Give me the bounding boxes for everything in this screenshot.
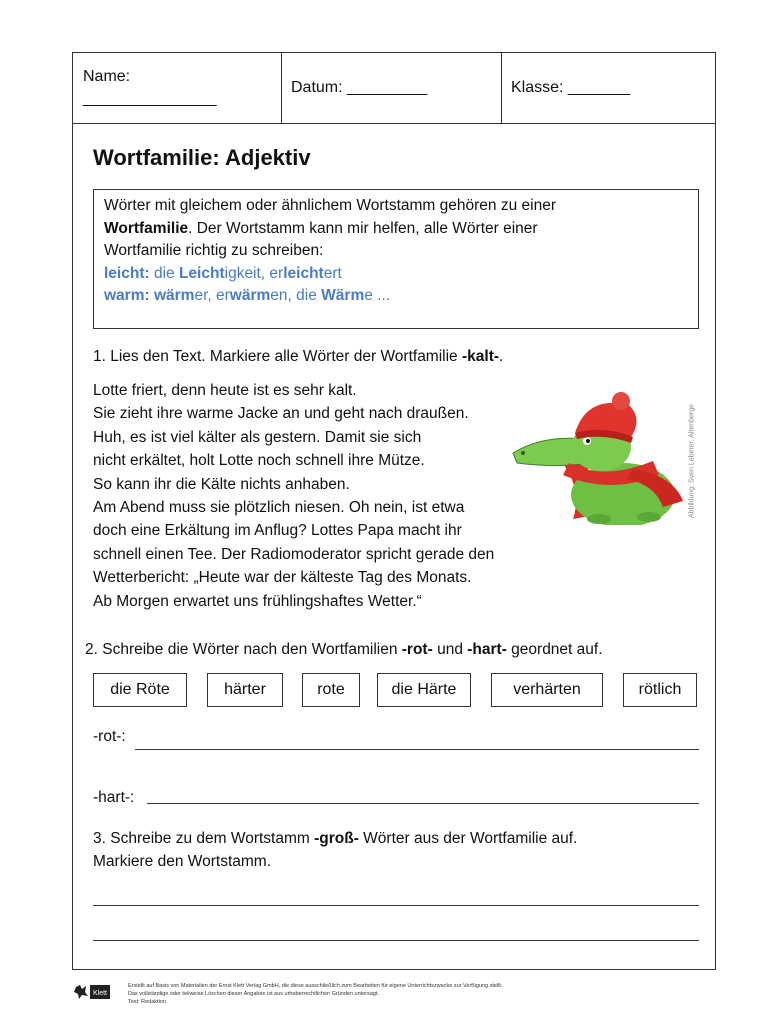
header-row <box>73 53 715 124</box>
word-box[interactable]: rötlich <box>623 673 697 707</box>
crocodile-illustration <box>503 391 685 525</box>
gross-writing-line-2[interactable] <box>93 940 699 941</box>
footer <box>72 970 716 1020</box>
word-box[interactable]: die Röte <box>93 673 187 707</box>
story-text <box>93 379 494 613</box>
story-line: schnell einen Tee. Der Radiomoderator spricht gerade den <box>93 545 495 563</box>
story-line: doch eine Erkältung im Anflug? Lottes Papa macht ihr <box>93 522 462 540</box>
story-line: Am Abend muss sie plötzlich niesen. Oh nein, ist etwa <box>93 499 465 517</box>
image-credit: Abbildung: Sven Leberer, Altenberge <box>688 403 696 519</box>
example-leicht: leicht: die Leichtigkeit, erleichtert <box>104 264 342 282</box>
svg-text:Klett: Klett <box>92 990 108 997</box>
rot-writing-line[interactable] <box>135 749 699 750</box>
name-blank: _______________ <box>83 90 217 107</box>
footer-text: Erstellt auf Basis von Materialien der Ernst Klett Verlag GmbH, die diese ausschließlich zum Bearbeiten für eigene Unterrichtszwecke zur Verfügung stellt. Das vollständige oder teilweise Löschen dieser Angaben ist aus urheberrechtlichen Gründen untersagt. Text: Redaktion <box>128 983 503 1005</box>
story-line: nicht erkältet, holt Lotte noch schnell ihre Mütze. <box>93 452 425 470</box>
name-cell[interactable] <box>73 53 282 123</box>
task-2-instruction: 2. Schreibe die Wörter nach den Wortfamilien -rot- und -hart- geordnet auf. <box>85 641 603 658</box>
klasse-cell[interactable] <box>501 53 715 123</box>
gross-writing-line-1[interactable] <box>93 905 699 906</box>
task-1-instruction: 1. Lies den Text. Markiere alle Wörter der Wortfamilie -kalt-. <box>93 348 504 365</box>
word-box[interactable]: verhärten <box>491 673 603 707</box>
word-box[interactable]: härter <box>207 673 283 707</box>
story-line: Ab Morgen erwartet uns frühlingshaftes Wetter.“ <box>93 592 422 610</box>
story-line: So kann ihr die Kälte nichts anhaben. <box>93 475 350 493</box>
info-line-1: Wörter mit gleichem oder ähnlichem Wortstamm gehören zu einer <box>104 197 556 214</box>
datum-cell[interactable] <box>281 53 502 123</box>
example-warm: warm: wärmer, erwärmen, die Wärme ... <box>104 287 391 304</box>
rot-label: -rot-: <box>93 728 126 745</box>
hart-writing-line[interactable] <box>147 803 699 804</box>
name-label: Name: <box>83 68 131 85</box>
klett-logo <box>74 983 110 1001</box>
info-box <box>93 189 699 329</box>
word-box[interactable]: rote <box>302 673 360 707</box>
story-line: Wetterbericht: „Heute war der kälteste Tag des Monats. <box>93 569 472 587</box>
datum-label: Datum: _________ <box>291 79 428 96</box>
word-box[interactable]: die Härte <box>377 673 471 707</box>
story-line: Lotte friert, denn heute ist es sehr kalt. <box>93 382 357 399</box>
task-3-instruction: 3. Schreibe zu dem Wortstamm -groß- Wörter aus der Wortfamilie auf. Markiere den Wortstamm. <box>93 830 578 870</box>
story-line: Huh, es ist viel kälter als gestern. Damit sie sich <box>93 428 422 446</box>
hart-label: -hart-: <box>93 789 135 806</box>
info-line-3: Wortfamilie richtig zu schreiben: <box>104 242 324 259</box>
info-line-2: Wortfamilie. Der Wortstamm kann mir helfen, alle Wörter einer <box>104 219 538 237</box>
klasse-label: Klasse: _______ <box>511 79 631 96</box>
page-title: Wortfamilie: Adjektiv <box>93 145 311 170</box>
story-line: Sie zieht ihre warme Jacke an und geht nach draußen. <box>93 405 469 423</box>
worksheet <box>72 52 716 970</box>
